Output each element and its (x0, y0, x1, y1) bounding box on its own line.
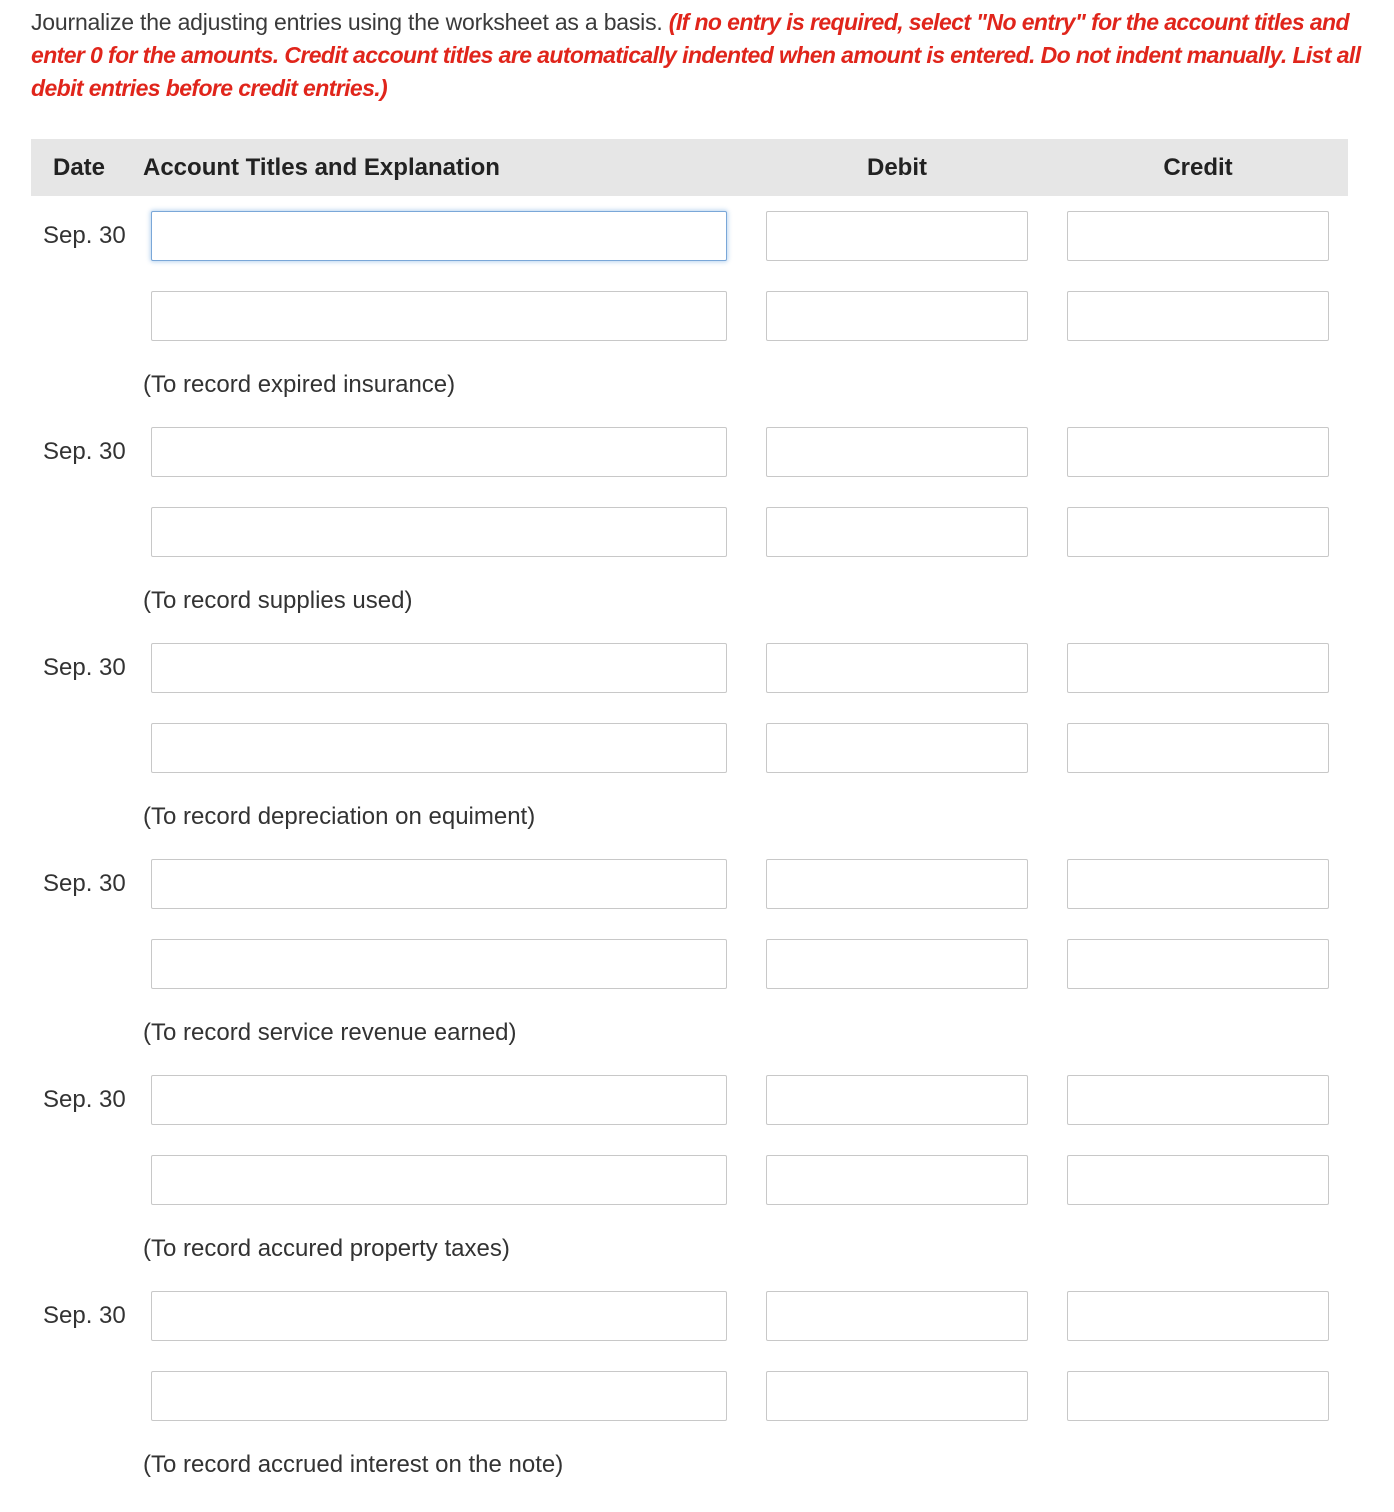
debit-amount-input[interactable] (766, 859, 1028, 909)
debit-amount-input[interactable] (766, 291, 1028, 341)
account-title-input[interactable] (151, 939, 727, 989)
credit-amount-input[interactable] (1067, 1155, 1329, 1205)
credit-amount-input[interactable] (1067, 427, 1329, 477)
entry-explanation: (To record accrued interest on the note) (143, 1451, 564, 1478)
account-title-input[interactable] (151, 291, 727, 341)
credit-amount-input[interactable] (1067, 1075, 1329, 1125)
debit-amount-input[interactable] (766, 1155, 1028, 1205)
debit-amount-input[interactable] (766, 939, 1028, 989)
account-title-input[interactable] (151, 723, 727, 773)
debit-amount-input[interactable] (766, 723, 1028, 773)
account-title-input[interactable] (151, 859, 727, 909)
account-title-input[interactable] (151, 427, 727, 477)
entry-explanation: (To record expired insurance) (143, 371, 456, 398)
credit-amount-input[interactable] (1067, 1291, 1329, 1341)
journal-entry-4-line-2 (0, 939, 1394, 989)
entry-date: Sep. 30 (43, 222, 126, 249)
entry-date: Sep. 30 (43, 870, 126, 897)
journal-entry-1-line-1 (0, 211, 1394, 261)
debit-amount-input[interactable] (766, 507, 1028, 557)
account-title-input[interactable] (151, 1291, 727, 1341)
debit-amount-input[interactable] (766, 427, 1028, 477)
credit-amount-input[interactable] (1067, 939, 1329, 989)
journal-entry-6-line-1 (0, 1291, 1394, 1341)
journal-entry-4-line-1 (0, 859, 1394, 909)
credit-amount-input[interactable] (1067, 859, 1329, 909)
account-title-input[interactable] (151, 1155, 727, 1205)
journal-table-header (31, 139, 1348, 196)
credit-amount-input[interactable] (1067, 643, 1329, 693)
entry-date: Sep. 30 (43, 654, 126, 681)
journal-entry-2-line-2 (0, 507, 1394, 557)
entry-date: Sep. 30 (43, 1302, 126, 1329)
entry-explanation: (To record supplies used) (143, 587, 413, 614)
header-date: Date (53, 154, 106, 181)
journal-entry-3-line-2 (0, 723, 1394, 773)
account-title-input[interactable] (151, 211, 727, 261)
credit-amount-input[interactable] (1067, 291, 1329, 341)
entry-explanation: (To record accured property taxes) (143, 1235, 510, 1262)
credit-amount-input[interactable] (1067, 723, 1329, 773)
account-title-input[interactable] (151, 1371, 727, 1421)
header-credit: Credit (1163, 154, 1233, 181)
instructions-text: Journalize the adjusting entries using the worksheet as a basis. (31, 9, 663, 35)
journal-entry-1-line-2 (0, 291, 1394, 341)
journal-entry-5-line-1 (0, 1075, 1394, 1125)
instructions (31, 6, 1381, 105)
debit-amount-input[interactable] (766, 1291, 1028, 1341)
header-debit: Debit (867, 154, 927, 181)
entry-explanation: (To record depreciation on equiment) (143, 803, 536, 830)
entry-date: Sep. 30 (43, 438, 126, 465)
debit-amount-input[interactable] (766, 211, 1028, 261)
debit-amount-input[interactable] (766, 643, 1028, 693)
instructions-note: (If no entry is required, select "No entry" for the account titles and enter 0 for the amounts. Credit account titles are automatically indented when amount is entered. Do not indent manually. List all debit entries before credit entries.) (31, 9, 1361, 101)
debit-amount-input[interactable] (766, 1075, 1028, 1125)
journal-entry-3-line-1 (0, 643, 1394, 693)
account-title-input[interactable] (151, 1075, 727, 1125)
journal-entry-2-line-1 (0, 427, 1394, 477)
debit-amount-input[interactable] (766, 1371, 1028, 1421)
credit-amount-input[interactable] (1067, 1371, 1329, 1421)
account-title-input[interactable] (151, 507, 727, 557)
account-title-input[interactable] (151, 643, 727, 693)
entry-date: Sep. 30 (43, 1086, 126, 1113)
journal-entry-5-line-2 (0, 1155, 1394, 1205)
journal-entry-6-line-2 (0, 1371, 1394, 1421)
credit-amount-input[interactable] (1067, 507, 1329, 557)
header-account-titles: Account Titles and Explanation (143, 154, 500, 181)
credit-amount-input[interactable] (1067, 211, 1329, 261)
entry-explanation: (To record service revenue earned) (143, 1019, 517, 1046)
